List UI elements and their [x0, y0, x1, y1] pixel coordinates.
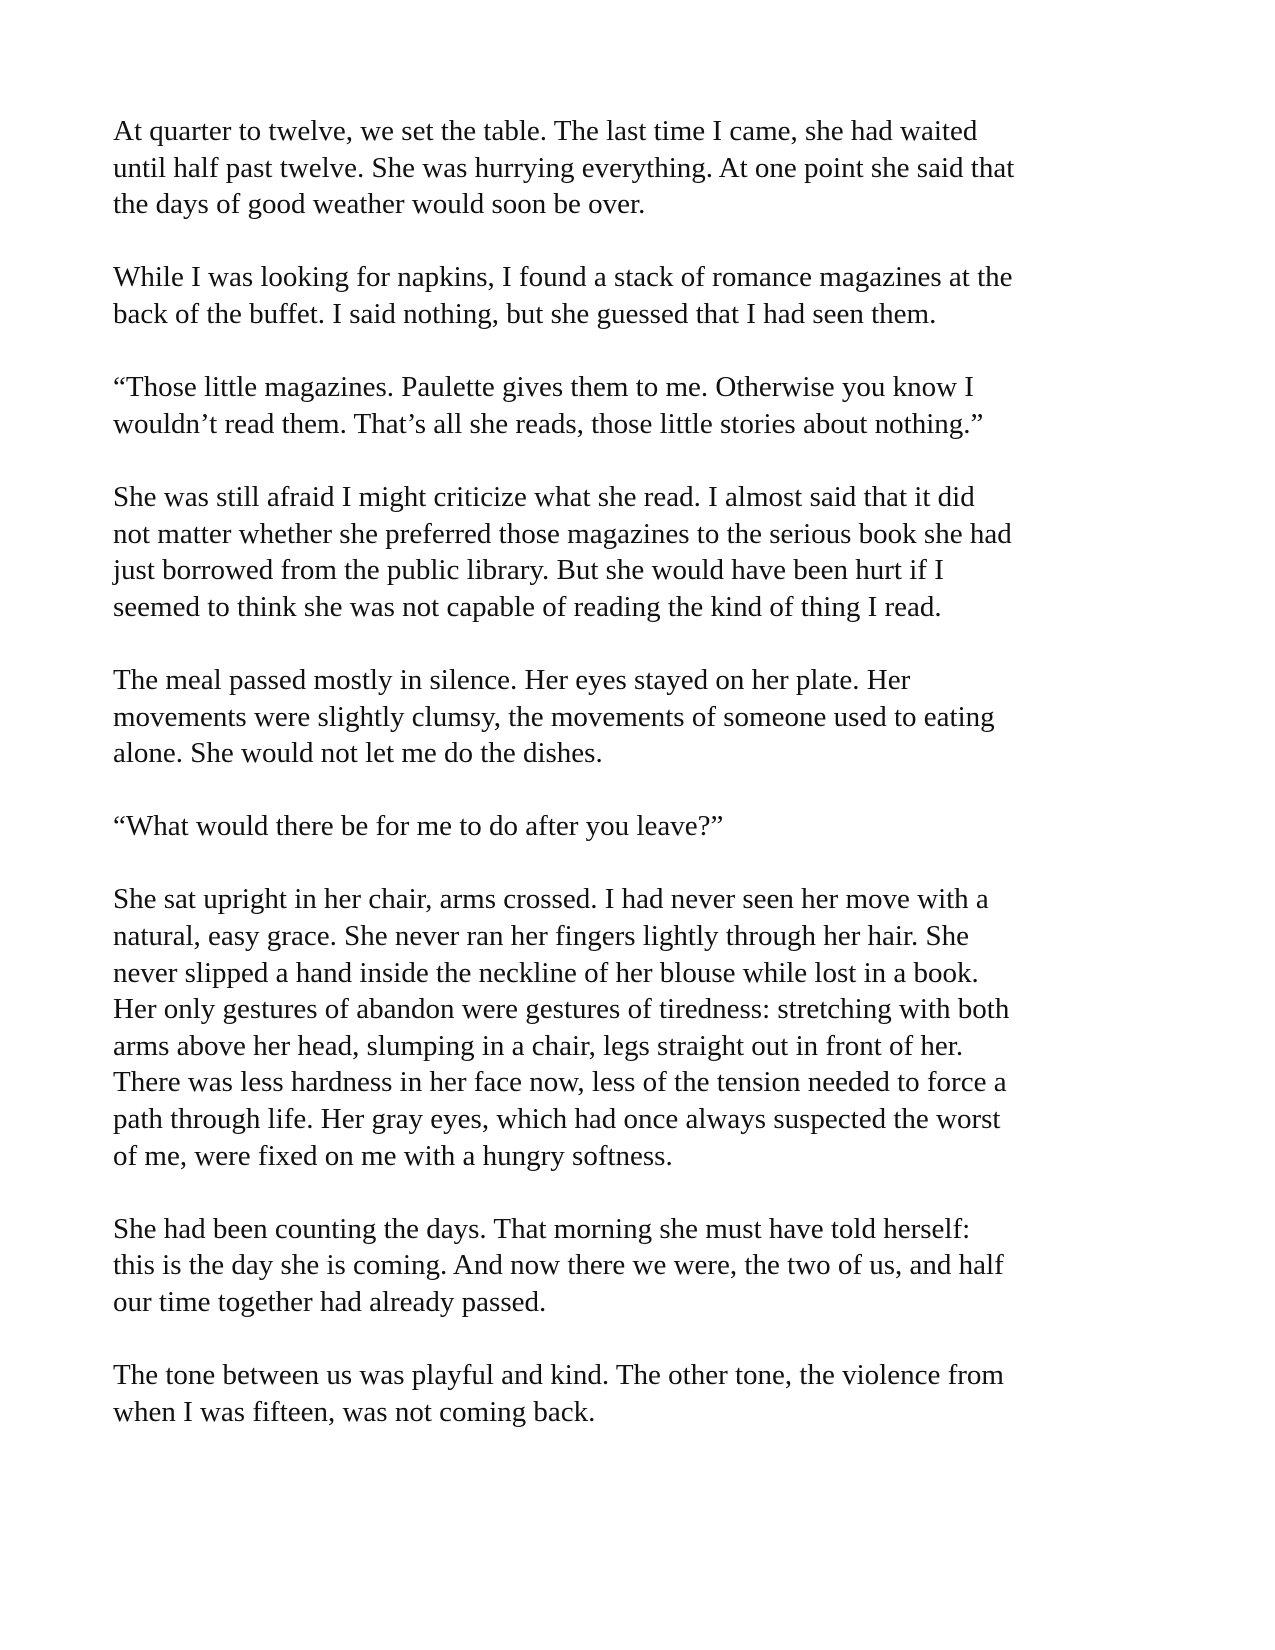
text-line: She was still afraid I might criticize what she read. I almost said that it did [113, 480, 975, 513]
document-page [113, 113, 1153, 1467]
paragraph [113, 662, 1153, 772]
text-line: our time together had already passed. [113, 1286, 547, 1318]
text-line: wouldn’t read them. That’s all she reads, those little stories about nothing.” [113, 407, 984, 440]
text-line: “What would there be for me to do after you leave?” [113, 810, 724, 843]
text-line: She had been counting the days. That morning she must have told herself: [113, 1212, 971, 1245]
text-line: arms above her head, slumping in a chair, legs straight out in front of her. [113, 1029, 964, 1062]
text-line: when I was fifteen, was not coming back. [113, 1395, 596, 1428]
text-line: Her only gestures of abandon were gestures of tiredness: stretching with both [113, 993, 1010, 1026]
text-line: natural, easy grace. She never ran her fingers lightly through her hair. She [113, 920, 970, 953]
text-line: The tone between us was playful and kind. The other tone, the violence from [113, 1359, 1004, 1392]
text-line: While I was looking for napkins, I found a stack of romance magazines at the [113, 261, 1013, 294]
text-line: There was less hardness in her face now, less of the tension needed to force a [113, 1066, 1007, 1099]
paragraph [113, 1211, 1153, 1321]
text-line: “Those little magazines. Paulette gives them to me. Otherwise you know I [113, 371, 974, 404]
text-line: never slipped a hand inside the neckline of her blouse while lost in a book. [113, 956, 979, 989]
text-line: The meal passed mostly in silence. Her eyes stayed on her plate. Her [113, 663, 911, 696]
text-line: of me, were fixed on me with a hungry softness. [113, 1139, 673, 1172]
text-line: movements were slightly clumsy, the movements of someone used to eating [113, 700, 995, 733]
text-line: the days of good weather would soon be over. [113, 188, 646, 221]
text-line: She sat upright in her chair, arms crossed. I had never seen her move with a [113, 883, 989, 916]
paragraph [113, 369, 1153, 442]
paragraph [113, 808, 1153, 845]
paragraph [113, 881, 1153, 1174]
text-line: just borrowed from the public library. But she would have been hurt if I [113, 554, 944, 587]
text-line: back of the buffet. I said nothing, but she guessed that I had seen them. [113, 297, 937, 330]
text-line: path through life. Her gray eyes, which had once always suspected the worst [113, 1103, 1001, 1136]
text-line: this is the day she is coming. And now there we were, the two of us, and half [113, 1249, 1004, 1282]
paragraph [113, 259, 1153, 332]
paragraph [113, 1357, 1153, 1430]
text-line: until half past twelve. She was hurrying everything. At one point she said that [113, 151, 1015, 184]
text-line: alone. She would not let me do the dishes. [113, 737, 603, 770]
paragraph [113, 113, 1153, 223]
text-line: not matter whether she preferred those magazines to the serious book she had [113, 517, 1012, 550]
text-line: seemed to think she was not capable of reading the kind of thing I read. [113, 590, 942, 623]
text-line: At quarter to twelve, we set the table. The last time I came, she had waited [113, 115, 978, 147]
paragraph [113, 479, 1153, 625]
